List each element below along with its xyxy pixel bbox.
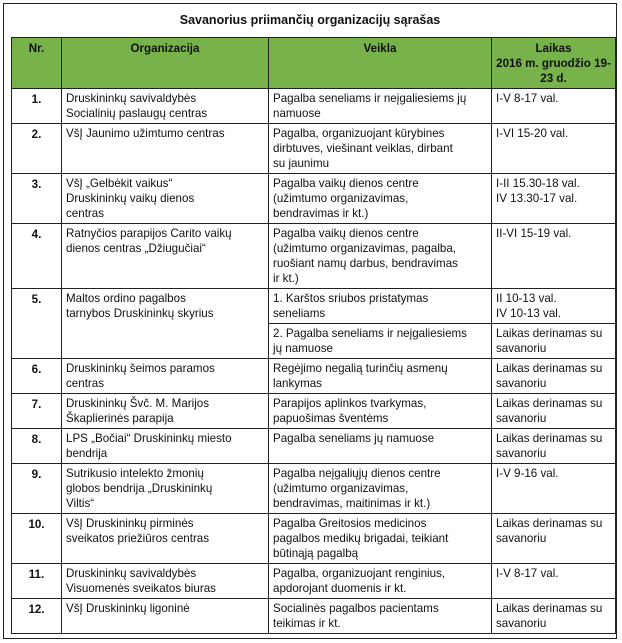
row-number: 6. [12, 359, 62, 394]
activity-cell [269, 289, 492, 359]
organization-cell: Druskininkų šeimos paramos centras [62, 359, 269, 394]
row-number: 3. [12, 174, 62, 224]
header-nr: Nr. [12, 38, 62, 89]
activity-cell: Pagalba, organizuojant renginius, apdorojant duomenis ir kt. [269, 564, 492, 599]
organization-cell: Sutrikusio intelekto žmonių globos bendrija „Druskininkų Viltis“ [62, 464, 269, 514]
activity-cell: Pagalba vaikų dienos centre (užimtumo organizavimas, bendravimas ir kt.) [269, 174, 492, 224]
row-number: 4. [12, 224, 62, 289]
row-number: 11. [12, 564, 62, 599]
table-row [12, 224, 616, 289]
organization-cell: VšĮ Druskininkų ligoninė [62, 599, 269, 634]
time-subcell: II 10-13 val. IV 10-13 val. [496, 292, 562, 320]
time-cell: Laikas derinamas su savanoriu [492, 599, 616, 634]
organization-cell: Druskininkų savivaldybės Socialinių paslaugų centras [62, 89, 269, 124]
document-frame [3, 3, 617, 639]
activity-cell: Socialinės pagalbos pacientams teikimas ir kt. [269, 599, 492, 634]
organization-cell: VšĮ Druskininkų pirminės sveikatos priežiūros centras [62, 514, 269, 564]
table-header-row [12, 38, 616, 89]
table-row [12, 599, 616, 634]
table-row [12, 394, 616, 429]
time-cell: I-VI 15-20 val. [492, 124, 616, 174]
time-cell: Laikas derinamas su savanoriu [492, 359, 616, 394]
organization-cell: Druskininkų Švč. M. Marijos Škaplierinės parapija [62, 394, 269, 429]
time-cell: I-V 9-16 val. [492, 464, 616, 514]
table-row [12, 464, 616, 514]
time-cell [492, 289, 616, 359]
time-cell: Laikas derinamas su savanoriu [492, 394, 616, 429]
organizations-table [11, 37, 616, 634]
organization-cell: Druskininkų savivaldybės Visuomenės sveikatos biuras [62, 564, 269, 599]
table-row [12, 359, 616, 394]
row-number: 8. [12, 429, 62, 464]
organization-cell: VšĮ „Gelbėkit vaikus“ Druskininkų vaikų dienos centras [62, 174, 269, 224]
time-cell: II-VI 15-19 val. [492, 224, 616, 289]
table-row [12, 89, 616, 124]
time-cell: Laikas derinamas su savanoriu [492, 514, 616, 564]
row-number: 2. [12, 124, 62, 174]
header-organization: Organizacija [62, 38, 269, 89]
activity-cell: Pagalba, organizuojant kūrybines dirbtuves, viešinant veiklas, dirbant su jaunimu [269, 124, 492, 174]
row-number: 12. [12, 599, 62, 634]
time-subcell: Laikas derinamas su savanoriu [492, 323, 615, 358]
activity-cell: Regėjimo negalią turinčių asmenų lankymas [269, 359, 492, 394]
time-cell: I-II 15.30-18 val. IV 13.30-17 val. [492, 174, 616, 224]
organization-cell: LPS „Bočiai“ Druskininkų miesto bendrija [62, 429, 269, 464]
time-cell: I-V 8-17 val. [492, 89, 616, 124]
activity-subcell: 1. Karštos sriubos pristatymas seneliams [273, 292, 429, 320]
header-activity: Veikla [269, 38, 492, 89]
activity-cell: Pagalba seneliams ir neįgaliesiems jų namuose [269, 89, 492, 124]
activity-cell: Pagalba seneliams jų namuose [269, 429, 492, 464]
activity-cell: Parapijos aplinkos tvarkymas, papuošimas šventėms [269, 394, 492, 429]
activity-subcell: 2. Pagalba seneliams ir neįgaliesiems jų namuose [269, 323, 491, 358]
header-time: Laikas 2016 m. gruodžio 19- 23 d. [492, 38, 616, 89]
organization-cell: Maltos ordino pagalbos tarnybos Druskininkų skyrius [62, 289, 269, 359]
organization-cell: VšĮ Jaunimo užimtumo centras [62, 124, 269, 174]
row-number: 10. [12, 514, 62, 564]
row-number: 7. [12, 394, 62, 429]
organization-cell: Ratnyčios parapijos Carito vaikų dienos centras „Džiugučiai“ [62, 224, 269, 289]
row-number: 1. [12, 89, 62, 124]
activity-cell: Pagalba neįgaliųjų dienos centre (užimtumo organizavimas, bendravimas, maitinimas ir kt.) [269, 464, 492, 514]
row-number: 9. [12, 464, 62, 514]
table-row [12, 289, 616, 359]
table-row [12, 514, 616, 564]
table-row [12, 174, 616, 224]
activity-cell: Pagalba Greitosios medicinos pagalbos medikų brigadai, teikiant būtinąją pagalbą [269, 514, 492, 564]
row-number: 5. [12, 289, 62, 359]
page-title: Savanorius priimančių organizacijų sąrašas [179, 13, 441, 27]
activity-cell: Pagalba vaikų dienos centre (užimtumo organizavimas, pagalba, ruošiant namų darbus, bendravimas ir kt.) [269, 224, 492, 289]
table-row [12, 429, 616, 464]
time-cell: I-V 8-17 val. [492, 564, 616, 599]
table-row [12, 124, 616, 174]
table-row [12, 564, 616, 599]
time-cell: Laikas derinamas su savanoriu [492, 429, 616, 464]
